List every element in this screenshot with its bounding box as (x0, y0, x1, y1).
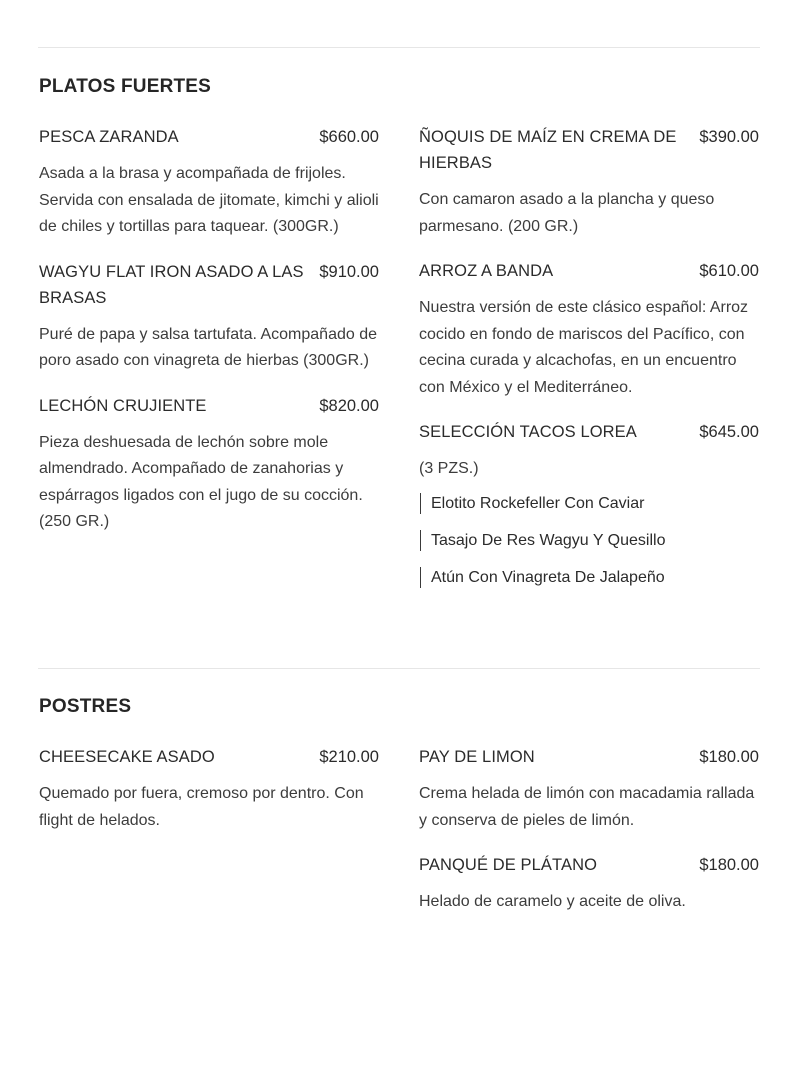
top-divider (38, 47, 760, 48)
item-description: (3 PZS.) (419, 460, 479, 477)
item-name: PESCA ZARANDA (39, 128, 179, 146)
item-name: PANQUÉ DE PLÁTANO (419, 856, 598, 874)
menu-item (39, 393, 379, 536)
menu-item (419, 744, 759, 834)
item-price: $645.00 (699, 423, 759, 441)
left-column (39, 124, 379, 554)
menu-item (39, 259, 379, 375)
section-title: PLATOS FUERTES (39, 76, 212, 97)
item-description: Asada a la brasa y acompañada de frijoles. Servida con ensalada de jitomate, kimchi y alioli de chiles y tortillas para taquear. (300GR.) (39, 165, 379, 235)
item-description: Quemado por fuera, cremoso por dentro. Con flight de helados. (39, 785, 364, 829)
item-price: $180.00 (699, 856, 759, 874)
item-price: $910.00 (319, 262, 379, 281)
menu-item (419, 258, 759, 401)
item-price: $660.00 (319, 128, 379, 146)
item-description: Puré de papa y salsa tartufata. Acompañado de poro asado con vinagreta de hierbas (300GR.) (39, 325, 378, 369)
item-price: $610.00 (699, 262, 759, 280)
left-column (39, 744, 379, 852)
menu-item (419, 852, 759, 916)
item-price: $390.00 (699, 128, 759, 146)
section-divider (38, 668, 760, 669)
taco-selection-item: Tasajo De Res Wagyu Y Quesillo (420, 530, 759, 551)
item-price: $820.00 (319, 396, 379, 415)
item-description: Con camaron asado a la plancha y queso parmesano. (200 GR.) (419, 191, 715, 235)
right-column (419, 124, 759, 606)
item-name: LECHÓN CRUJIENTE (39, 396, 207, 415)
item-name: PAY DE LIMON (419, 748, 535, 766)
menu-item (39, 124, 379, 241)
right-column (419, 744, 759, 934)
item-description: Helado de caramelo y aceite de oliva. (419, 893, 686, 910)
menu-item (419, 124, 759, 240)
item-description: Pieza deshuesada de lechón sobre mole almendrado. Acompañado de zanahorias y espárragos ligados con el jugo de su cocción. (250 GR.) (39, 433, 363, 530)
item-name: CHEESECAKE ASADO (39, 748, 215, 766)
taco-selection-item: Elotito Rockefeller Con Caviar (420, 493, 759, 514)
item-description: Nuestra versión de este clásico español: Arroz cocido en fondo de mariscos del Pacífico, con cecina curada y alcachofas, en un encuentro con México y el Mediterráneo. (419, 299, 749, 396)
item-price: $210.00 (319, 748, 379, 766)
item-name: ÑOQUIS DE MAÍZ EN CREMA DE HIERBAS (419, 128, 677, 172)
section-title: POSTRES (39, 696, 132, 717)
taco-selection-list (419, 493, 759, 588)
item-name: ARROZ A BANDA (419, 262, 554, 280)
menu-item (419, 419, 759, 588)
taco-selection-item: Atún Con Vinagreta De Jalapeño (420, 567, 759, 588)
menu-item (39, 744, 379, 834)
item-name: WAGYU FLAT IRON ASADO A LAS BRASAS (39, 262, 304, 307)
item-description: Crema helada de limón con macadamia rallada y conserva de pieles de limón. (419, 785, 755, 829)
item-name: SELECCIÓN TACOS LOREA (419, 423, 637, 441)
item-price: $180.00 (699, 748, 759, 766)
